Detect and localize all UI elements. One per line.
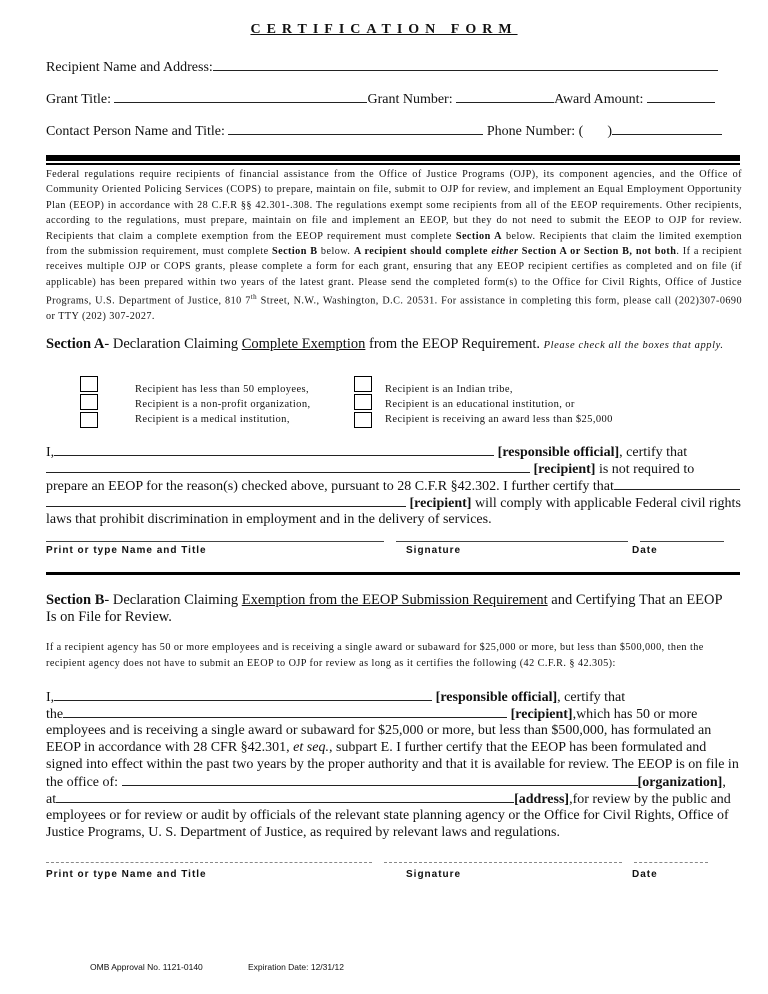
phone-area-code-field[interactable] bbox=[583, 123, 607, 135]
recipient-name-field[interactable] bbox=[213, 58, 718, 71]
section-b-line-2: the [recipient],which has 50 or more bbox=[46, 707, 698, 722]
section-a-name-line[interactable] bbox=[46, 541, 384, 543]
section-a-official-field[interactable] bbox=[54, 443, 494, 456]
section-a-line-4: [recipient] will comply with applicable Federal civil rights bbox=[46, 494, 741, 512]
section-b-print-label: Print or type Name and Title bbox=[46, 869, 207, 880]
omb-approval: OMB Approval No. 1121-0140 bbox=[90, 962, 203, 972]
checkbox-medical-institution[interactable] bbox=[80, 412, 98, 428]
section-divider bbox=[46, 572, 740, 575]
expiration-date: Expiration Date: 12/31/12 bbox=[248, 962, 344, 972]
recipient-name-label: Recipient Name and Address: bbox=[46, 60, 213, 75]
section-a-line-2: [recipient] is not required to bbox=[46, 460, 694, 478]
phone-number-field[interactable] bbox=[612, 122, 722, 135]
contact-field[interactable] bbox=[228, 122, 483, 135]
section-b-organization-field[interactable] bbox=[122, 773, 638, 786]
section-a-recipient-field[interactable] bbox=[46, 460, 530, 473]
checkbox-non-profit[interactable] bbox=[80, 394, 98, 410]
section-b-address-field[interactable] bbox=[56, 790, 514, 803]
section-a-options-left: Recipient has less than 50 employees, Recipient is a non-profit organization, Recipient is a medical institution, bbox=[135, 384, 311, 425]
section-a-date-line[interactable] bbox=[640, 541, 724, 543]
section-a-heading: Section A- Declaration Claiming Complete Exemption from the EEOP Requirement. Please check all the boxes that apply. bbox=[46, 336, 724, 352]
section-a-line-5: laws that prohibit discrimination in employment and in the delivery of services. bbox=[46, 512, 492, 527]
section-b-line-8: employees or for review or audit by officials of the relevant state planning agency or the Office for Civil Rights, Office of bbox=[46, 808, 729, 823]
section-b-line-5: signed into effect within the past two years by the proper authority and that it is available for review. The EEOP is on file in bbox=[46, 757, 739, 772]
section-a-signature-label: Signature bbox=[406, 545, 462, 556]
section-b-heading: Section B- Declaration Claiming Exemption from the EEOP Submission Requirement and Certifying That an EEOP Is on File for Review. bbox=[46, 592, 723, 625]
section-a-line-1: I, [responsible official], certify that bbox=[46, 445, 688, 460]
section-b-recipient-field[interactable] bbox=[63, 705, 507, 718]
section-b-line-6: the office of: [organization], bbox=[46, 775, 726, 790]
section-a-recipient-field-3[interactable] bbox=[46, 494, 406, 507]
grant-row bbox=[46, 90, 715, 109]
grant-title-label: Grant Title: bbox=[46, 92, 111, 107]
contact-row bbox=[46, 122, 722, 141]
section-b-signature-line[interactable] bbox=[384, 862, 622, 864]
recipient-name-address-row bbox=[46, 58, 718, 77]
grant-number-field[interactable] bbox=[456, 90, 554, 103]
section-b-line-9: Justice Programs, U. S. Department of Justice, as required by relevant laws and regulations. bbox=[46, 825, 560, 840]
section-a-print-label: Print or type Name and Title bbox=[46, 545, 207, 556]
section-b-line-4: EEOP in accordance with 28 CFR §42.301, et seq., subpart E. I further certify that the EEOP has been formulated and bbox=[46, 740, 707, 755]
contact-label: Contact Person Name and Title: bbox=[46, 124, 225, 139]
section-b-official-field[interactable] bbox=[54, 688, 432, 701]
section-b-line-7: at [address],for review by the public and bbox=[46, 792, 731, 807]
section-a-signature-line[interactable] bbox=[396, 541, 628, 543]
section-b-line-1: I, [responsible official], certify that bbox=[46, 690, 626, 705]
divider-thick bbox=[46, 155, 740, 161]
checkbox-educational-institution[interactable] bbox=[354, 394, 372, 410]
section-b-intro: If a recipient agency has 50 or more employees and is receiving a single award or subaward for $25,000 or more, but less than $500,000, then the recipient agency does not have to submit an EEOP to OJP for review as long as it certifies the following (42 C.F.R. § 42.305): bbox=[46, 642, 704, 669]
phone-paren: ) bbox=[607, 124, 612, 139]
checkbox-award-less-than-25000[interactable] bbox=[354, 412, 372, 428]
checkbox-indian-tribe[interactable] bbox=[354, 376, 372, 392]
award-amount-label: Award Amount: bbox=[554, 92, 644, 107]
form-title: CERTIFICATION FORM bbox=[250, 22, 518, 37]
grant-title-field[interactable] bbox=[114, 90, 367, 103]
section-b-signature-label: Signature bbox=[406, 869, 462, 880]
intro-paragraph: Federal regulations require recipients of financial assistance from the Office of Justice Programs (OJP), its component agencies, and the Office of Community Oriented Policing Services (COPS) to prepare, maintain on file, submit to OJP for review, and implement an Equal Employment Opportunity Plan (EEOP) in accordance with 28 C.F.R §§ 42.301-.308. The regulations exempt some recipients from all of the EEOP requirements. Other recipients, according to the regulations, must prepare, maintain on file and implement an EEOP, but they do not need to submit the EEOP to OJP for review. Recipients that claim a complete exemption from the EEOP requirement must complete Section A below. Recipients that claim the limited exemption from the submission requirement, must complete Section B below. A recipient should complete either Section A or Section B, not both. If a recipient receives multiple OJP or COPS grants, please complete a form for each grant, ensuring that any EEOP recipient certifies as completed and on file (if applicable) has been prepared within two years of the latest grant. Please send the completed form(s) to the Office for Civil Rights, Office of Justice Programs, U.S. Department of Justice, 810 7th Street, N.W., Washington, D.C. 20531. For assistance in completing this form, please call (202)307-0690 or TTY (202) 307-2027. bbox=[46, 169, 743, 323]
section-a-date-label: Date bbox=[632, 545, 658, 556]
grant-number-label: Grant Number: bbox=[367, 92, 453, 107]
section-a-line-3: prepare an EEOP for the reason(s) checked above, pursuant to 28 C.F.R §42.302. I further certify that bbox=[46, 477, 740, 495]
section-a-recipient-field-2[interactable] bbox=[614, 477, 740, 490]
phone-label: Phone Number: ( bbox=[486, 124, 584, 139]
section-b-date-label: Date bbox=[632, 869, 658, 880]
section-b-name-line[interactable] bbox=[46, 862, 372, 864]
section-a-options-right: Recipient is an Indian tribe, Recipient is an educational institution, or Recipient is receiving an award less than $25,000 bbox=[385, 384, 613, 425]
award-amount-field[interactable] bbox=[647, 90, 715, 103]
section-b-line-3: employees and is receiving a single award or subaward for $25,000 or more, but less than $500,000, has formulated an bbox=[46, 723, 712, 738]
checkbox-less-than-50-employees[interactable] bbox=[80, 376, 98, 392]
divider-thin bbox=[46, 163, 740, 165]
section-b-date-line[interactable] bbox=[634, 862, 708, 864]
